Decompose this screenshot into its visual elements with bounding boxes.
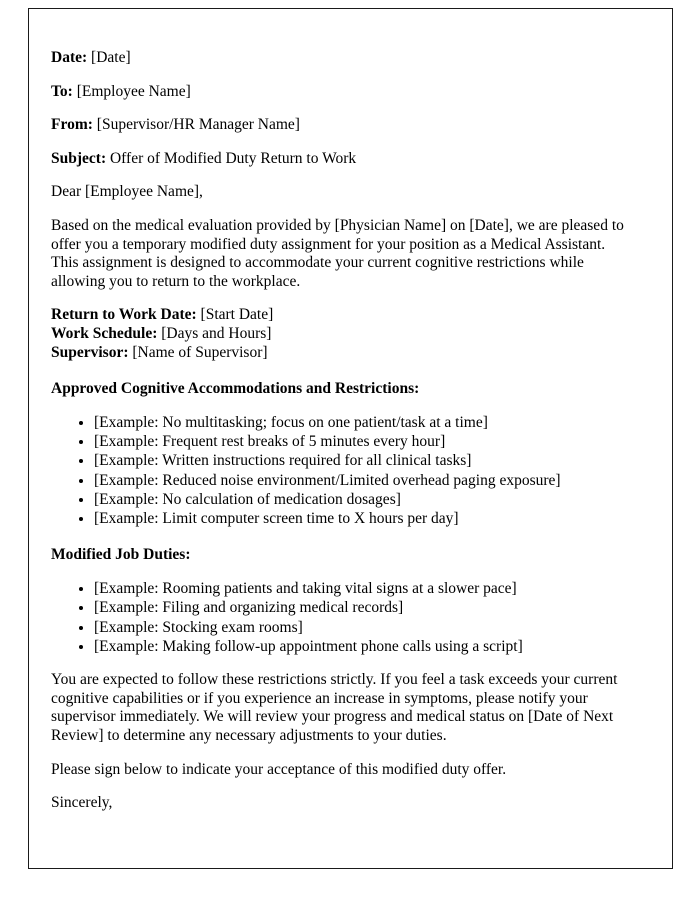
intro-paragraph: Based on the medical evaluation provided by [Physician Name] on [Date], we are pleased to offer you a temporary modified duty assignment for your position as a Medical Assistant. This assignment is designed to accommodate your current cognitive restrictions while allowing you to return to the workplace. [51, 216, 624, 290]
from-label: From: [51, 116, 93, 134]
supervisor-line [51, 344, 630, 363]
accommodation-item: • [Example: Frequent rest breaks of 5 minutes every hour] [94, 433, 630, 451]
subject-value: Offer of Modified Duty Return to Work [106, 149, 357, 167]
supervisor-label: Supervisor: [51, 343, 129, 361]
return-date-label: Return to Work Date: [51, 306, 197, 324]
duty-item: • [Example: Filing and organizing medical records] [94, 599, 630, 617]
accommodation-item: • [Example: No calculation of medication dosages] [94, 491, 630, 509]
accommodation-item: • [Example: Reduced noise environment/Limited overhead paging exposure] [94, 472, 630, 490]
to-line [51, 83, 630, 102]
duty-item: • [Example: Making follow-up appointment phone calls using a script] [94, 638, 630, 656]
salutation: Dear [Employee Name], [51, 183, 203, 201]
signature-request: Please sign below to indicate your acceptance of this modified duty offer. [51, 760, 507, 778]
accommodation-item: • [Example: Written instructions required for all clinical tasks] [94, 452, 630, 470]
date-line [51, 49, 630, 68]
assignment-details [51, 306, 630, 362]
work-schedule-line [51, 325, 630, 344]
supervisor-value: [Name of Supervisor] [128, 343, 268, 361]
from-value: [Supervisor/HR Manager Name] [92, 116, 300, 134]
return-date-value: [Start Date] [196, 306, 274, 324]
letter-page-border [28, 8, 673, 869]
duty-item: • [Example: Rooming patients and taking vital signs at a slower pace] [94, 580, 630, 598]
expectations-paragraph: You are expected to follow these restrictions strictly. If you feel a task exceeds your current cognitive capabilities or if you experience an increase in symptoms, please notify your supervisor immediately. We will review your progress and medical status on [Date of Next Review] to determine any necessary adjustments to your duties. [51, 671, 618, 744]
subject-label: Subject: [51, 149, 107, 167]
from-line [51, 116, 630, 135]
work-schedule-label: Work Schedule: [51, 324, 158, 342]
accommodation-item: • [Example: Limit computer screen time to X hours per day] [94, 510, 630, 528]
accommodations-list [51, 414, 630, 529]
duty-item: • [Example: Stocking exam rooms] [94, 619, 630, 637]
letter-body [29, 9, 672, 813]
work-schedule-value: [Days and Hours] [157, 324, 272, 342]
subject-line [51, 150, 630, 169]
accommodation-item: • [Example: No multitasking; focus on one patient/task at a time] [94, 414, 630, 432]
to-label: To: [51, 82, 73, 100]
return-date-line [51, 306, 630, 325]
date-label: Date: [51, 49, 88, 66]
closing: Sincerely, [51, 794, 113, 812]
duties-list [51, 580, 630, 656]
accommodations-heading: Approved Cognitive Accommodations and Restrictions: [51, 380, 420, 398]
duties-heading: Modified Job Duties: [51, 546, 191, 564]
to-value: [Employee Name] [72, 82, 191, 100]
date-value: [Date] [87, 49, 131, 66]
